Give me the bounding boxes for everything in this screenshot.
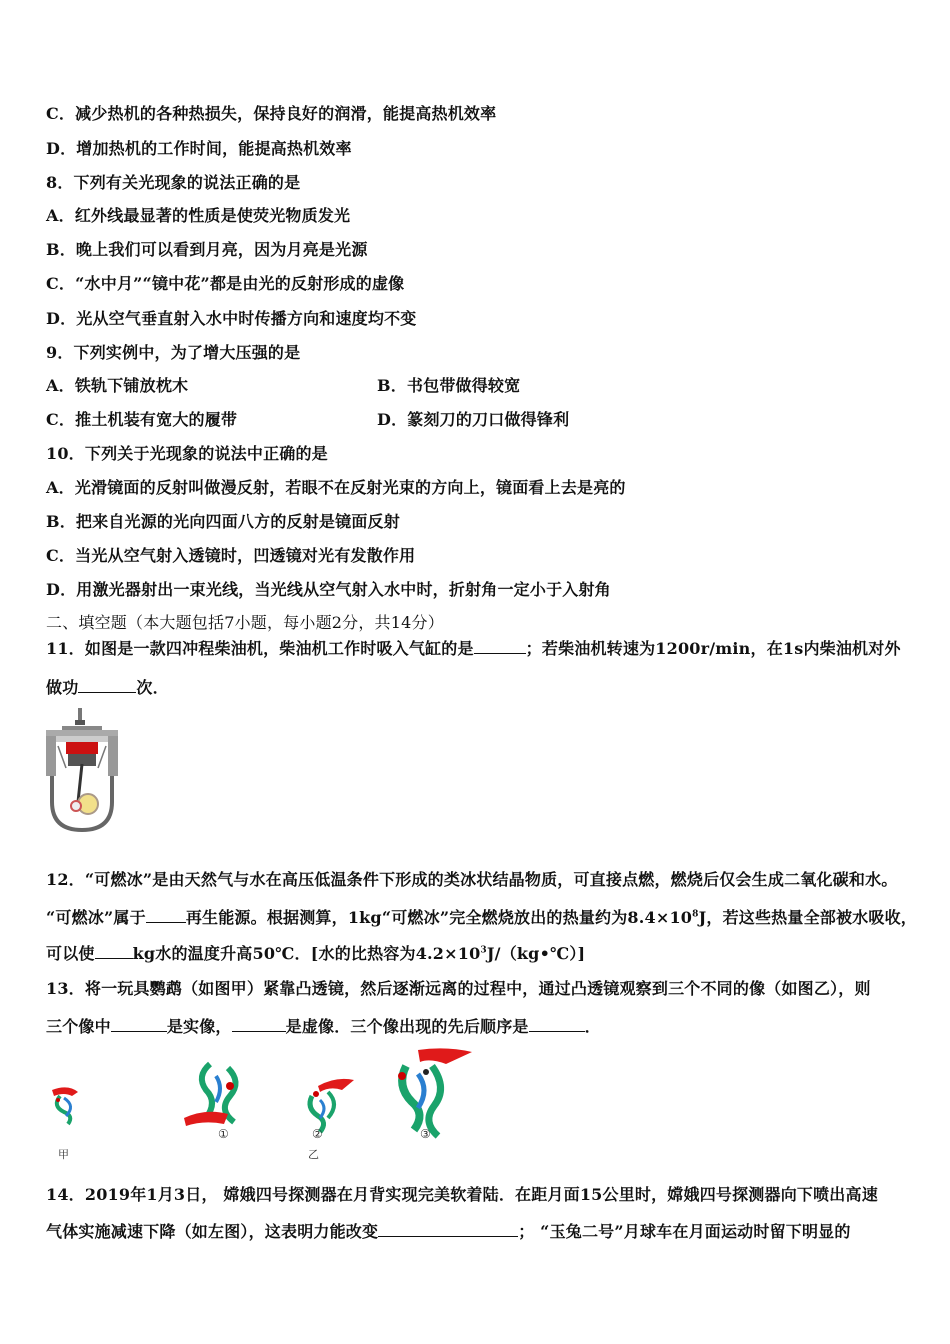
q7-option-d: D．增加热机的工作时间，能提高热机效率 <box>46 139 352 158</box>
diesel-engine-figure <box>44 706 120 834</box>
q13-line1: 13．将一玩具鹦鹉（如图甲）紧靠凸透镜，然后逐渐远离的过程中，通过凸透镜观察到三个不同的像（如图乙），则 <box>46 979 871 998</box>
q13-blank-3 <box>529 1017 585 1032</box>
q8-option-b: B．晚上我们可以看到月亮，因为月亮是光源 <box>46 240 368 259</box>
q12-blank-1 <box>146 908 186 923</box>
q11-line1: 11．如图是一款四冲程柴油机，柴油机工作时吸入气缸的是 ；若柴油机转速为1200r/min，在1s内柴油机对外 <box>46 639 901 658</box>
parrot-images-figure <box>46 1046 486 1164</box>
q9-stem: 9．下列实例中，为了增大压强的是 <box>46 343 301 362</box>
q9-option-c: C．推土机装有宽大的履带 <box>46 410 238 429</box>
q9-row2 <box>46 407 570 430</box>
q9-option-b: B．书包带做得较宽 <box>377 376 521 395</box>
q7-option-c: C．减少热机的各种热损失，保持良好的润滑，能提高热机效率 <box>46 104 497 123</box>
q10-stem: 10．下列关于光现象的说法中正确的是 <box>46 444 328 463</box>
q10-option-b: B．把来自光源的光向四面八方的反射是镜面反射 <box>46 512 400 531</box>
q11-blank-1 <box>474 639 526 654</box>
parrot-image-3 <box>398 1048 472 1136</box>
q10-option-d: D．用激光器射出一束光线，当光线从空气射入水中时，折射角一定小于入射角 <box>46 580 611 599</box>
q11-blank-2 <box>78 678 136 693</box>
q9-option-a: A．铁轨下铺放枕木 <box>46 376 189 395</box>
q8-option-d: D．光从空气垂直射入水中时传播方向和速度均不变 <box>46 309 417 328</box>
q12-blank-2 <box>95 944 133 959</box>
q13-blank-1 <box>111 1017 167 1032</box>
label-image-2: ② <box>312 1127 323 1141</box>
label-image-3: ③ <box>420 1127 431 1141</box>
parrot-image-2 <box>310 1079 354 1132</box>
label-yi: 乙 <box>308 1148 319 1161</box>
q10-option-a: A．光滑镜面的反射叫做漫反射，若眼不在反射光束的方向上，镜面看上去是亮的 <box>46 478 626 497</box>
label-image-1: ① <box>218 1127 229 1141</box>
label-jia: 甲 <box>58 1148 69 1161</box>
q9-row1 <box>46 373 521 396</box>
section-2-heading: 二、填空题（本大题包括7小题，每小题2分，共14分） <box>46 613 444 632</box>
q11-line2: 做功 次． <box>46 678 169 697</box>
q8-option-a: A．红外线最显著的性质是使荧光物质发光 <box>46 206 351 225</box>
q8-stem: 8．下列有关光现象的说法正确的是 <box>46 173 301 192</box>
q14-line2: 气体实施减速下降（如左图），这表明力能改变 ； “玉兔二号”月球车在月面运动时留下明显的 <box>46 1222 851 1241</box>
q12-line1: 12．“可燃冰”是由天然气与水在高压低温条件下形成的类冰状结晶物质，可直接点燃，燃烧后仅会生成二氧化碳和水。 <box>46 870 898 889</box>
q13-blank-2 <box>232 1017 286 1032</box>
q10-option-c: C．当光从空气射入透镜时，凹透镜对光有发散作用 <box>46 546 416 565</box>
q14-line1: 14．2019年1月3日， 嫦娥四号探测器在月背实现完美软着陆．在距月面15公里时，嫦娥四号探测器向下喷出高速 <box>46 1185 878 1204</box>
q9-option-d: D．篆刻刀的刀口做得锋利 <box>377 410 570 429</box>
q14-blank-1 <box>378 1222 518 1237</box>
q12-line2: “可燃冰”属于 再生能源。根据测算，1kg“可燃冰”完全燃烧放出的热量约为$8.4\times 10^8J$，若这些热量全部被水吸收， <box>46 908 917 927</box>
q8-option-c: C．“水中月”“镜中花”都是由光的反射形成的虚像 <box>46 274 405 293</box>
q12-line3: 可以使 kg水的温度升高50℃．[水的比热容为$4.2\times 10^3J/(kg•℃)$] <box>46 944 586 963</box>
q13-line2: 三个像中 是实像， 是虚像．三个像出现的先后顺序是 ． <box>46 1017 601 1036</box>
parrot-original <box>52 1087 78 1124</box>
parrot-image-1 <box>184 1064 236 1126</box>
